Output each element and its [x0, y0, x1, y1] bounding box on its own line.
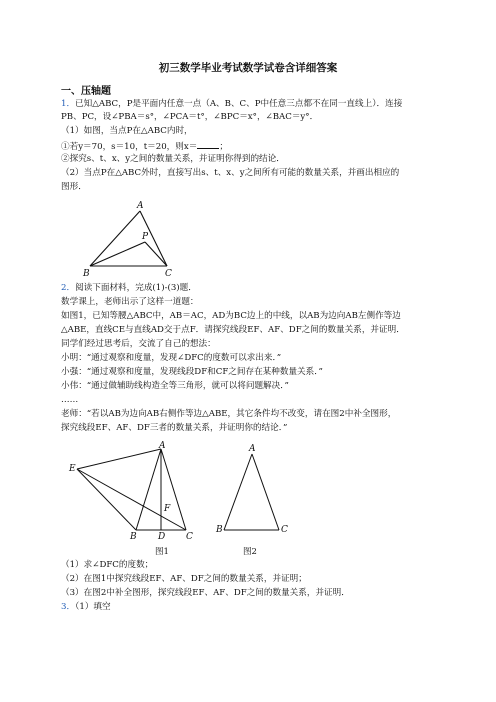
label-b: B	[216, 525, 223, 535]
q2-line-2: 如图1，已知等腰△ABC中，AB＝AC，AD为BC边上的中线，以AB为边向AB左侧作等边	[61, 311, 401, 321]
q2-line-7: 小伟：“通过做辅助线构造全等三角形，就可以将问题解决．”	[61, 381, 289, 391]
label-b: B	[130, 532, 137, 542]
q2-line-10: 探究线段EF、AF、DF三者的数量关系，并证明你的结论．”	[61, 423, 288, 433]
q1-stem-2: PB、PC，设∠PBA＝s°，∠PCA＝t°，∠BPC＝x°，∠BAC＝y°．	[61, 112, 319, 122]
segment-ac	[252, 454, 279, 530]
label-c: C	[281, 525, 288, 535]
q2-subq-1: （1）求∠DFC的度数；	[61, 560, 154, 570]
q3-number: 3．	[61, 602, 76, 612]
q1-part-1a-text: ①若y＝70，s＝10，t＝20，则x＝	[61, 142, 198, 152]
label-b: B	[83, 269, 90, 279]
q2-subq-2: （2）在图1中探究线段EF、AF、DF之间的数量关系，并证明；	[61, 574, 307, 584]
label-c: C	[165, 269, 172, 279]
q1-part-1a	[61, 140, 228, 153]
label-p: P	[142, 232, 149, 242]
segment-eb	[77, 469, 136, 530]
q2-line-1: 数学课上，老师出示了这样一道题：	[61, 297, 199, 307]
segment-ae	[77, 449, 161, 469]
q2-number: 2．	[61, 283, 76, 293]
figure-2-isosceles	[210, 440, 300, 544]
q1-stem-line-1	[61, 99, 402, 110]
segment-bp	[90, 242, 145, 266]
q2-line-9: 老师：“若以AB为边向AB右侧作等边△ABE，其它条件均不改变，请在图2中补全图形，	[61, 409, 397, 419]
q1-stem-1: 已知△ABC，P是平面内任意一点（A、B、C、P中任意三点都不在同一直线上）．连接	[75, 99, 403, 109]
q2-line-5: 小明：“通过观察和度量，发现∠DFC的度数可以求出来．”	[61, 353, 282, 363]
q2-line-4: 同学们经过思考后，交流了自己的想法：	[61, 339, 216, 349]
figure-1-caption: 图1	[155, 547, 169, 557]
q3-text: （1）填空	[75, 602, 111, 612]
q2-line-6: 小强：“通过观察和度量，发现线段DF和CF之间存在某种数量关系．”	[61, 367, 323, 377]
q1-part-1a-end: ；	[219, 142, 228, 152]
q1-part-2b: 图形．	[61, 182, 87, 192]
q2-intro: 阅读下面材料，完成(1)-(3)题．	[75, 283, 197, 293]
segment-cp	[145, 242, 167, 266]
figure-2-caption: 图2	[243, 547, 257, 557]
q3-line	[61, 602, 111, 613]
label-f: F	[164, 504, 171, 514]
figure-triangle-abc-p	[80, 197, 180, 279]
q2-intro-line	[61, 283, 197, 294]
segment-ab	[224, 454, 252, 530]
q2-subq-3: （3）在图2中补全图形，探究线段EF、AF、DF之间的数量关系，并证明．	[61, 588, 350, 598]
label-a: A	[249, 444, 256, 454]
label-a: A	[137, 201, 144, 211]
segment-ab	[90, 211, 140, 266]
figure-1-equilateral-left	[68, 440, 218, 552]
q1-part-1b: ②探究s、t、x、y之间的数量关系，并证明你得到的结论．	[61, 154, 285, 164]
section-heading: 一、压轴题	[61, 86, 111, 97]
q1-part-1: （1）如图，当点P在△ABC内时，	[61, 126, 193, 136]
q2-line-3: △ABE，直线CE与直线AD交于点F．请探究线段EF、AF、DF之间的数量关系，并证明．	[61, 325, 405, 335]
q2-line-8: ……	[61, 395, 79, 405]
document-title: 初三数学毕业考试数学试卷含详细答案	[158, 62, 338, 74]
q1-part-2a: （2）当点P在△ABC外时，直接写出s、t、x、y之间所有可能的数量关系，并画出相应的	[61, 168, 400, 178]
label-c: C	[186, 532, 193, 542]
label-d: D	[158, 532, 166, 542]
label-e: E	[69, 464, 76, 474]
segment-ab	[136, 449, 161, 530]
q1-number: 1．	[61, 99, 76, 109]
label-a: A	[159, 441, 166, 451]
answer-blank	[197, 140, 219, 149]
